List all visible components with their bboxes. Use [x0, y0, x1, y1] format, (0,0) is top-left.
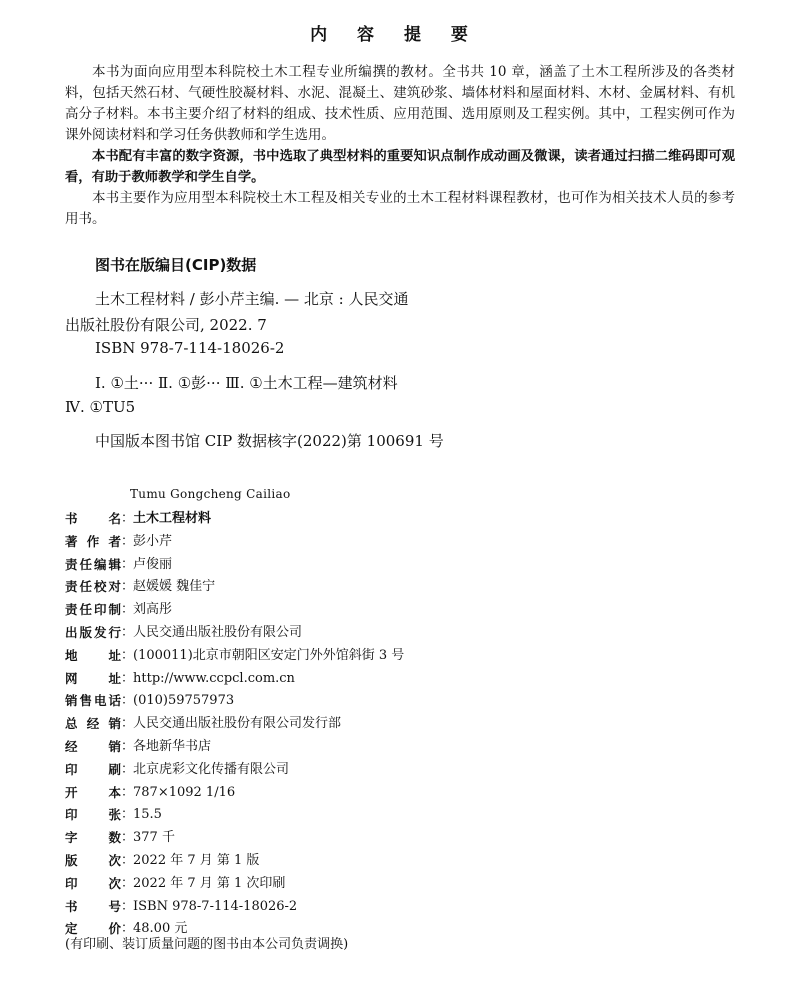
cip-line-subjects: Ⅰ. ①土··· Ⅱ. ①彭··· Ⅲ. ①土木工程—建筑材料 — [95, 374, 398, 392]
info-label: 网址 — [65, 670, 121, 686]
info-value: 彭小芹 — [133, 533, 173, 549]
cip-line-publisher: 出版社股份有限公司, 2022. 7 — [65, 316, 267, 334]
info-label: 责任校对 — [65, 579, 121, 595]
info-value: 人民交通出版社股份有限公司发行部 — [133, 716, 342, 732]
info-label: 字数 — [65, 830, 121, 846]
info-label: 著作者 — [65, 533, 121, 549]
info-label: 销售电话 — [65, 693, 121, 709]
info-label: 印次 — [65, 875, 121, 891]
info-label: 定价 — [65, 921, 121, 937]
summary-paragraph-2: 本书配有丰富的数字资源，书中选取了典型材料的重要知识点制作成动画及微课，读者通过扫描二维码即可观看，有助于教师教学和学生自学。 — [65, 149, 735, 185]
info-value: http://www.ccpcl.com.cn — [133, 670, 295, 686]
info-row: 印次 ： 2022 年 7 月 第 1 次印刷 — [65, 873, 404, 896]
info-value: 赵媛媛 魏佳宁 — [133, 579, 216, 595]
info-value: 卢俊丽 — [133, 556, 173, 572]
info-row: 书名 ： 土木工程材料 — [65, 508, 404, 531]
info-row: 销售电话 ： (010)59757973 — [65, 690, 404, 713]
info-value: 土木工程材料 — [133, 511, 212, 526]
info-value: 377 千 — [133, 830, 175, 846]
info-row: 开本 ： 787×1092 1/16 — [65, 782, 404, 805]
info-value: 48.00 元 — [133, 921, 188, 937]
info-value: 各地新华书店 — [133, 738, 212, 754]
cip-line-isbn: ISBN 978-7-114-18026-2 — [95, 339, 285, 357]
info-label: 责任编辑 — [65, 556, 121, 572]
cip-heading: 图书在版编目(CIP)数据 — [95, 256, 257, 274]
info-value: 2022 年 7 月 第 1 次印刷 — [133, 875, 286, 891]
info-row: 经销 ： 各地新华书店 — [65, 736, 404, 759]
info-label: 总经销 — [65, 716, 121, 732]
info-row: 总经销 ： 人民交通出版社股份有限公司发行部 — [65, 713, 404, 736]
quality-note: (有印刷、装订质量问题的图书由本公司负责调换) — [65, 937, 349, 952]
info-label: 印张 — [65, 807, 121, 823]
info-value: 北京虎彩文化传播有限公司 — [133, 761, 290, 777]
info-label: 版次 — [65, 852, 121, 868]
info-row: 版次 ： 2022 年 7 月 第 1 版 — [65, 850, 404, 873]
info-row: 书号 ： ISBN 978-7-114-18026-2 — [65, 896, 404, 919]
pinyin-title: Tumu Gongcheng Cailiao — [130, 487, 291, 501]
info-row: 字数 ： 377 千 — [65, 827, 404, 850]
info-label: 印刷 — [65, 761, 121, 777]
info-value: 刘高彤 — [133, 602, 173, 618]
info-row: 印张 ： 15.5 — [65, 804, 404, 827]
info-value: (010)59757973 — [133, 693, 235, 709]
info-row: 地址 ： (100011)北京市朝阳区安定门外外馆斜街 3 号 — [65, 645, 404, 668]
info-row: 印刷 ： 北京虎彩文化传播有限公司 — [65, 759, 404, 782]
info-value: 2022 年 7 月 第 1 版 — [133, 852, 260, 868]
info-row: 责任校对 ： 赵媛媛 魏佳宁 — [65, 576, 404, 599]
summary-paragraph-1: 本书为面向应用型本科院校土木工程专业所编撰的教材。全书共 10 章，涵盖了土木工程所涉及的各类材料，包括天然石材、气硬性胶凝材料、水泥、混凝土、建筑砂浆、墙体材料和屋面材料、木材、金属材料、有机高分子材料。本书主要介绍了材料的组成、技术性质、应用范围、选用原则及工程实例。其中，工程实例可作为课外阅读材料和学习任务供教师和学生选用。 — [65, 64, 735, 143]
info-value: 15.5 — [133, 807, 162, 823]
copyright-info-list — [65, 508, 404, 941]
info-value: ISBN 978-7-114-18026-2 — [133, 898, 298, 914]
info-label: 出版发行 — [65, 624, 121, 640]
info-row: 定价 ： 48.00 元 — [65, 918, 404, 941]
info-row: 出版发行 ： 人民交通出版社股份有限公司 — [65, 622, 404, 645]
summary-paragraph-3: 本书主要作为应用型本科院校土木工程及相关专业的土木工程材料课程教材，也可作为相关技术人员的参考用书。 — [65, 190, 735, 227]
info-value: (100011)北京市朝阳区安定门外外馆斜街 3 号 — [133, 647, 405, 663]
info-row: 网址 ： http://www.ccpcl.com.cn — [65, 668, 404, 691]
summary-title: 内 容 提 要 — [310, 25, 480, 45]
cip-line-classification: Ⅳ. ①TU5 — [65, 398, 136, 416]
cip-line-title: 土木工程材料 / 彭小芹主编. — 北京 : 人民交通 — [95, 290, 409, 308]
info-row: 著作者 ： 彭小芹 — [65, 531, 404, 554]
info-label: 书名 — [65, 511, 121, 526]
info-row: 责任编辑 ： 卢俊丽 — [65, 554, 404, 577]
info-label: 书号 — [65, 898, 121, 914]
cip-line-data-number: 中国版本图书馆 CIP 数据核字(2022)第 100691 号 — [95, 432, 444, 450]
info-value: 人民交通出版社股份有限公司 — [133, 624, 303, 640]
info-row: 责任印制 ： 刘高彤 — [65, 599, 404, 622]
info-label: 开本 — [65, 784, 121, 800]
info-value: 787×1092 1/16 — [133, 784, 236, 800]
info-label: 经销 — [65, 738, 121, 754]
info-label: 责任印制 — [65, 602, 121, 618]
info-label: 地址 — [65, 647, 121, 663]
